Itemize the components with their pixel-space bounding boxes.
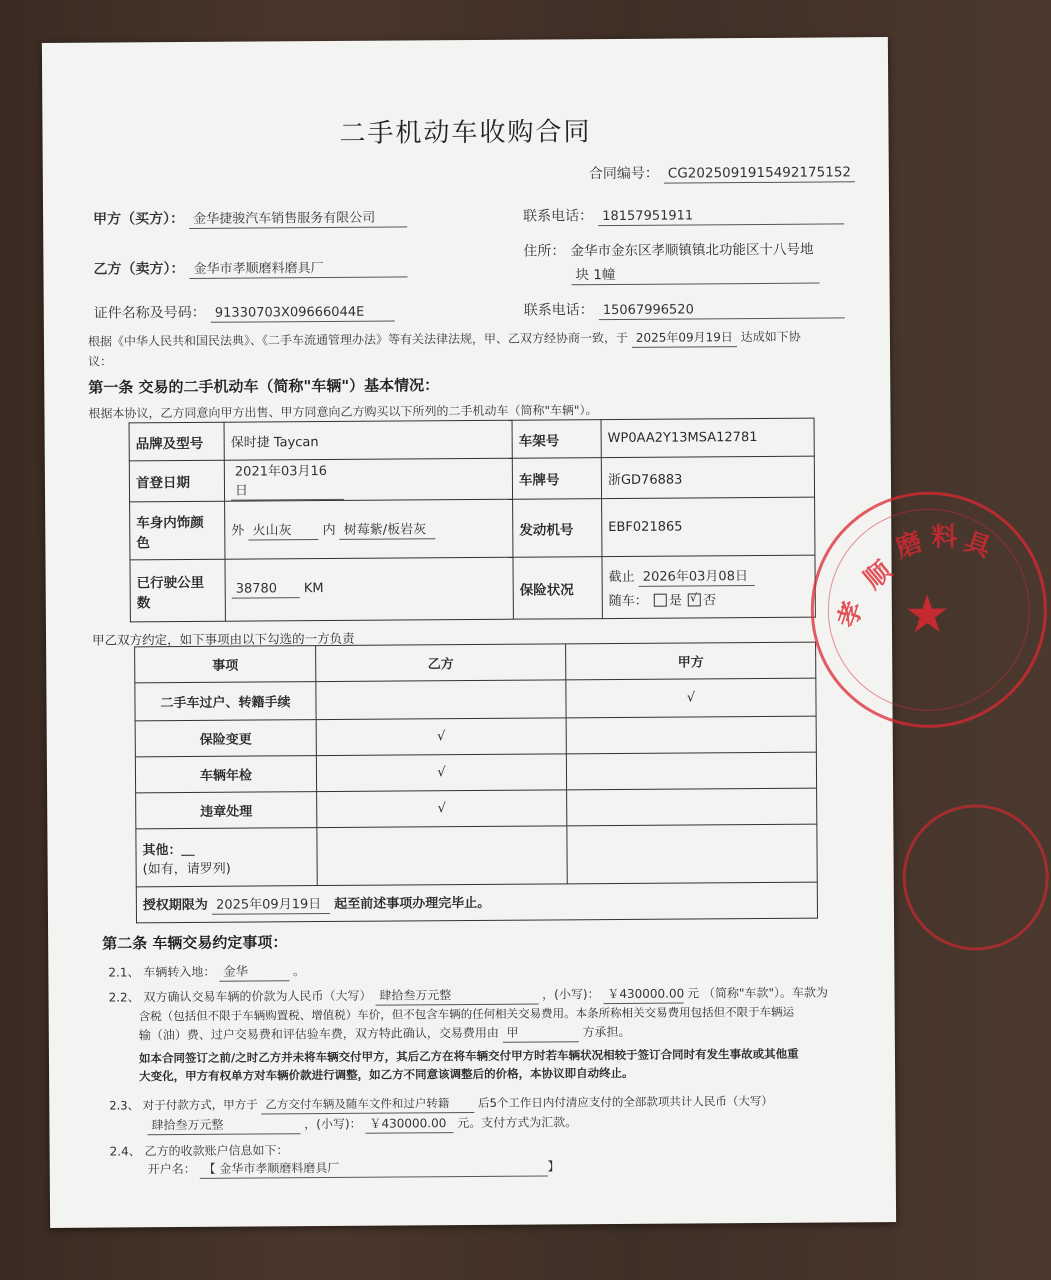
clause-2-2: 2.2、 双方确认交易车辆的价款为人民币（大写） 肆拾叁万元整 ，(小写)： ￥430000.00 元 （简称"车款"）。车款为 <box>108 985 829 1005</box>
insurance-label: 保险状况 <box>513 557 602 620</box>
id-document: 证件名称及号码： 91330703X09666044E <box>94 301 395 324</box>
party-b-address: 住所： 金华市金东区孝顺镇镇北功能区十八号地 <box>523 241 814 260</box>
party-b-address-2: 块 1幢 <box>571 262 819 286</box>
bank-account: 开户名： 【 金华市孝顺磨料磨具厂 】 <box>148 1157 560 1179</box>
plate-value: 浙GD76883 <box>601 456 814 498</box>
vin-value: WP0AA2Y13MSA12781 <box>601 418 814 457</box>
reg-date-cell: 2021年03月16日 <box>224 458 512 501</box>
bold-clause-line-2: 大变化，甲方有权单方对车辆价款进行调整，如乙方不同意该调整后的价格，本协议即自动终止。 <box>139 1065 634 1084</box>
duty-row-a: √ <box>566 678 816 718</box>
intro-line-2: 议： <box>88 354 113 369</box>
authorization-period: 授权期限为 2025年09月19日 起至前述事项办理完毕止。 <box>136 882 817 923</box>
duty-row-b <box>316 680 566 720</box>
insurance-cell: 截止 2026年03月08日 随车： 是 √ 否 <box>602 555 815 618</box>
duty-row-b: √ <box>316 754 566 792</box>
duty-header-a: 甲方 <box>566 642 816 680</box>
duty-row-a <box>567 788 817 826</box>
duty-other-a <box>567 824 817 884</box>
duty-row-item: 违章处理 <box>136 792 317 829</box>
duty-row-a <box>566 752 816 790</box>
reg-date-label: 首登日期 <box>129 460 224 502</box>
engine-value: EBF021865 <box>602 497 815 556</box>
bold-clause-line-1: 如本合同签订之前/之时乙方并未将车辆交付甲方，其后乙方在将车辆交付甲方时若车辆状况相较于签订合同时有发生事故或其他重 <box>138 1046 799 1066</box>
clause-2-4: 2.4、 乙方的收款账户信息如下： <box>109 1143 289 1159</box>
seal-stamp-partial <box>902 804 1049 951</box>
duty-row-b: √ <box>316 718 566 756</box>
clause-2-2-line-3: 输（油）费、过户交易费和评估验车费，双方特此确认，交易费用由 甲 方承担。 <box>138 1024 631 1043</box>
star-icon: ★ <box>903 584 951 645</box>
section-1-title: 第一条 交易的二手机动车（简称"车辆"）基本情况： <box>88 376 440 397</box>
brand-value: 保时捷 Taycan <box>224 420 512 460</box>
company-seal-stamp: ★ 顺 磨 料 具 孝 <box>810 491 1048 729</box>
duty-header-b: 乙方 <box>316 644 566 682</box>
clause-2-3: 2.3、 对于付款方式，甲方于 乙方交付车辆及随车文件和过户转籍 后5个工作日内付清应支付的全部款项共计人民币（大写） <box>109 1093 773 1113</box>
clause-2-3-line-2: 肆拾叁万元整 ，(小写)： ￥430000.00 元。支付方式为汇款。 <box>147 1113 577 1135</box>
intro-line-1: 根据《中华人民共和国民法典》、《二手车流通管理办法》等有关法律法规，甲、乙双方经协商一致，于 2025年09月19日 达成如下协 <box>87 329 801 349</box>
section-2-title: 第二条 车辆交易约定事项： <box>102 933 288 953</box>
insurance-yes-checkbox[interactable] <box>654 594 667 607</box>
party-b: 乙方（卖方）： 金华市孝顺磨料磨具厂 <box>93 256 407 279</box>
mileage-cell: 38780 KM <box>225 557 513 621</box>
color-label: 车身内饰颜 色 <box>130 501 225 560</box>
section-1-desc: 根据本协议，乙方同意向甲方出售、甲方同意向乙方购买以下所列的二手机动车（简称"车辆"）。 <box>88 403 598 421</box>
page-title: 二手机动车收购合同 <box>339 117 592 149</box>
brand-label: 品牌及型号 <box>129 422 224 461</box>
duty-table <box>134 642 818 924</box>
duty-other-b <box>317 826 567 886</box>
duty-row-item: 二手车过户、转籍手续 <box>135 682 316 721</box>
party-a: 甲方（买方）： 金华捷骏汽车销售服务有限公司 <box>93 206 407 229</box>
mileage-label: 已行驶公里 数 <box>130 559 225 622</box>
party-a-phone: 联系电话： 18157951911 <box>523 203 844 226</box>
duty-other: 其他：＿ (如有，请罗列) <box>136 828 317 887</box>
vehicle-table <box>129 418 816 623</box>
contract-paper <box>42 37 995 1228</box>
engine-label: 发动机号 <box>513 499 602 558</box>
duty-row-item: 保险变更 <box>135 720 316 757</box>
party-b-phone: 联系电话： 15067996520 <box>524 297 845 320</box>
vin-label: 车架号 <box>512 420 601 459</box>
agreement-title: 甲乙双方约定，如下事项由以下勾选的一方负责 <box>91 630 355 648</box>
duty-row-b: √ <box>317 790 567 828</box>
color-cell: 外 火山灰 内 树莓紫/板岩灰 <box>225 499 513 559</box>
duty-row-a <box>566 716 816 754</box>
insurance-no-checkbox[interactable]: √ <box>688 593 701 606</box>
duty-row-item: 车辆年检 <box>135 756 316 793</box>
plate-label: 车牌号 <box>512 458 601 500</box>
contract-number: 合同编号： CG2025091915492175152 <box>589 161 855 184</box>
clause-2-1: 2.1、 车辆转入地： 金华 。 <box>108 961 305 982</box>
clause-2-2-line-2: 含税（包括但不限于车辆购置税、增值税）车价，但不包含车辆的任何相关交易费用。本条所称相关交易费用包括但不限于车辆运 <box>138 1004 795 1024</box>
duty-header-item: 事项 <box>135 646 316 683</box>
